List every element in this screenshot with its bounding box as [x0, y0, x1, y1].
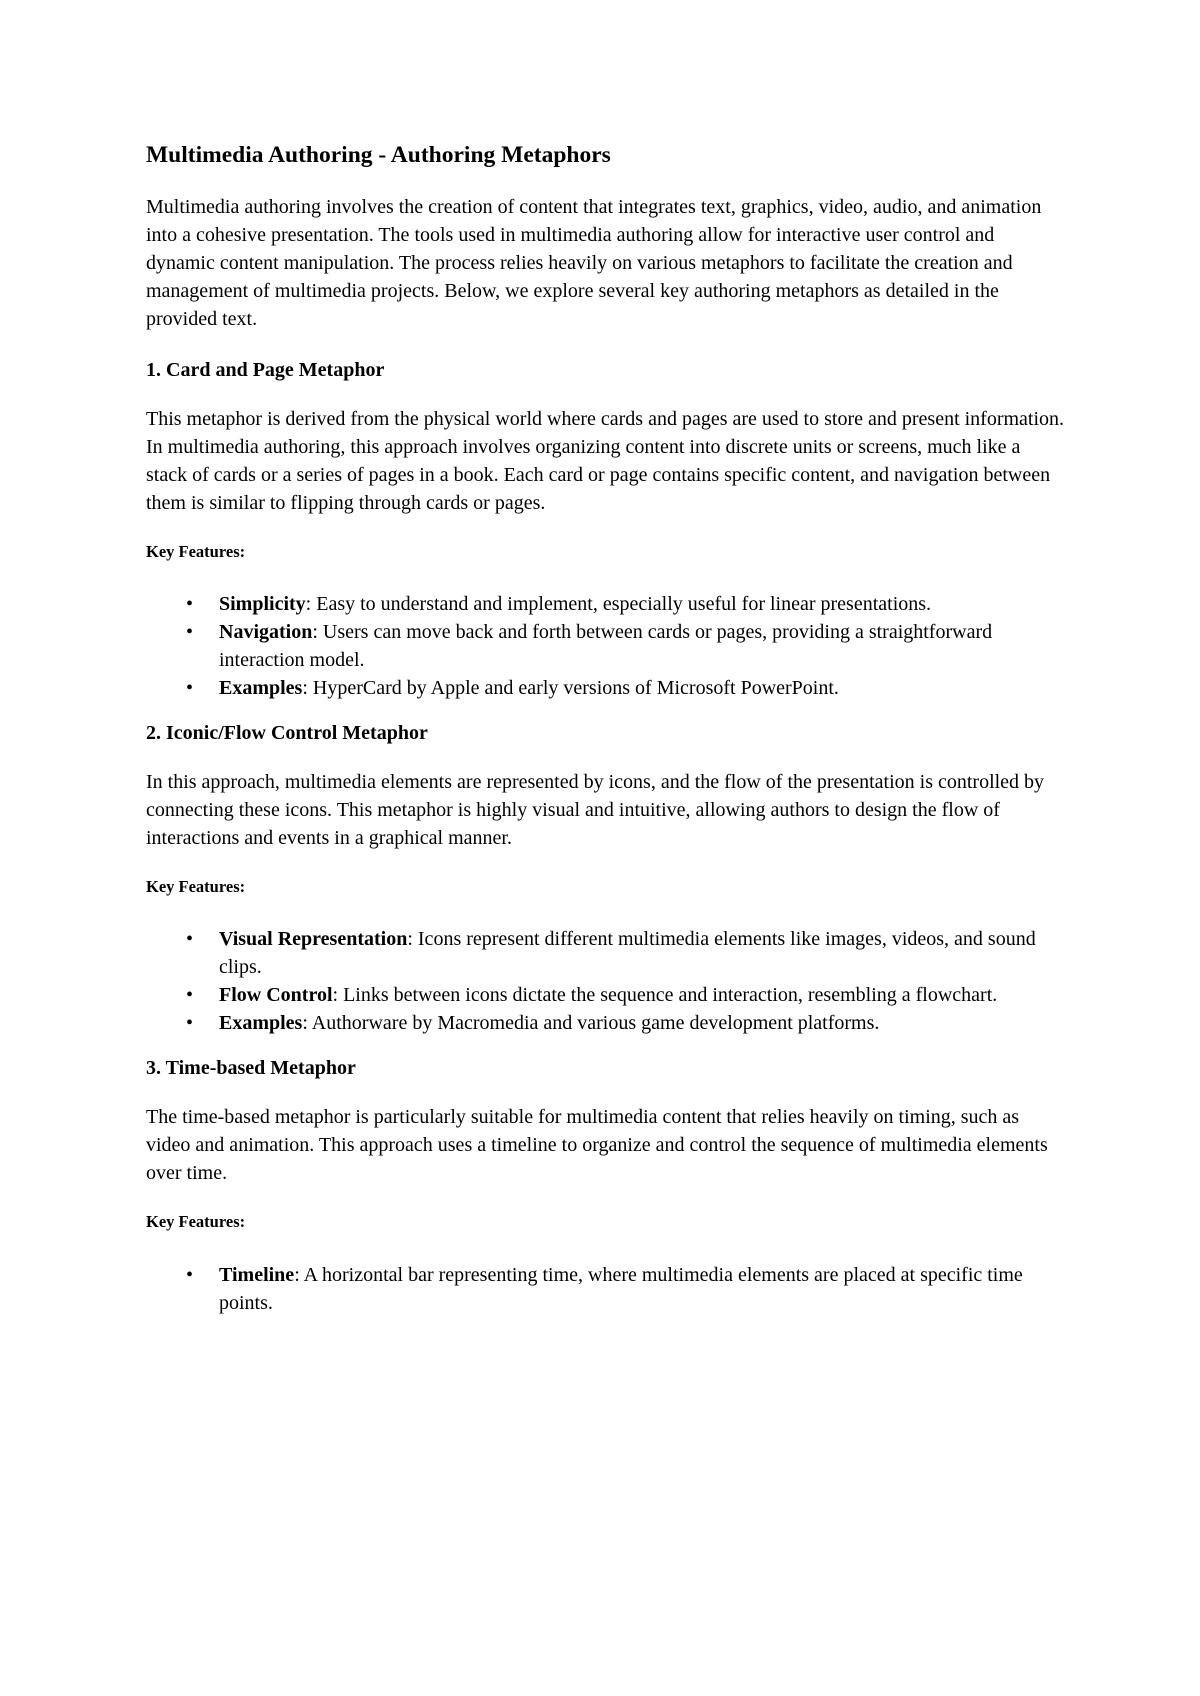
- key-features-label: Key Features:: [146, 876, 246, 896]
- list-item: [146, 1009, 1066, 1037]
- feature-text: : Users can move back and forth between cards or pages, providing a straightforward interaction model.: [219, 620, 993, 671]
- bullet-icon: •: [186, 1263, 194, 1286]
- feature-term: Visual Representation: [219, 928, 408, 951]
- feature-text: : HyperCard by Apple and early versions of Microsoft PowerPoint.: [302, 676, 839, 699]
- feature-list: [146, 590, 1066, 702]
- list-item: [146, 981, 1066, 1009]
- feature-list: [146, 1261, 1066, 1317]
- list-item: [146, 674, 1066, 702]
- section-heading: 2. Iconic/Flow Control Metaphor: [146, 721, 428, 744]
- section-body: This metaphor is derived from the physical world where cards and pages are used to store and present information. In multimedia authoring, this approach involves organizing content into discrete units or screens, much like a stack of cards or a series of pages in a book. Each card or page contains specific content, and navigation between them is similar to flipping through cards or pages.: [146, 407, 1065, 514]
- feature-term: Flow Control: [219, 984, 333, 1007]
- feature-text: : Authorware by Macromedia and various game development platforms.: [302, 1012, 880, 1035]
- feature-text: : Easy to understand and implement, especially useful for linear presentations.: [305, 592, 932, 615]
- feature-text: : Icons represent different multimedia elements like images, videos, and sound clips.: [219, 928, 1036, 979]
- document-page: [146, 140, 1066, 1335]
- key-features-label: Key Features:: [146, 541, 246, 561]
- section-card-page: [146, 357, 1066, 702]
- section-heading: 3. Time-based Metaphor: [146, 1057, 356, 1080]
- bullet-icon: •: [186, 928, 194, 951]
- feature-term: Simplicity: [219, 592, 306, 615]
- section-iconic-flow: [146, 720, 1066, 1037]
- section-heading: 1. Card and Page Metaphor: [146, 358, 385, 381]
- feature-text: : Links between icons dictate the sequence and interaction, resembling a flowchart.: [332, 984, 998, 1007]
- bullet-icon: •: [186, 984, 194, 1007]
- bullet-icon: •: [186, 620, 194, 643]
- feature-text: : A horizontal bar representing time, where multimedia elements are placed at specific time points.: [219, 1263, 1023, 1314]
- key-features-label: Key Features:: [146, 1212, 246, 1232]
- feature-term: Timeline: [219, 1263, 295, 1286]
- feature-term: Examples: [219, 1012, 303, 1035]
- list-item: [146, 1261, 1066, 1317]
- bullet-icon: •: [186, 676, 194, 699]
- feature-term: Examples: [219, 676, 303, 699]
- section-body: The time-based metaphor is particularly suitable for multimedia content that relies heavily on timing, such as video and animation. This approach uses a timeline to organize and control the sequence of multimedia elements over time.: [146, 1106, 1048, 1185]
- feature-list: [146, 925, 1066, 1037]
- list-item: [146, 590, 1066, 618]
- list-item: [146, 925, 1066, 981]
- section-body: In this approach, multimedia elements are represented by icons, and the flow of the presentation is controlled by connecting these icons. This metaphor is highly visual and intuitive, allowing authors to design the flow of interactions and events in a graphical manner.: [146, 770, 1045, 849]
- list-item: [146, 618, 1066, 674]
- document-title: Multimedia Authoring - Authoring Metaphors: [146, 142, 611, 168]
- bullet-icon: •: [186, 1012, 194, 1035]
- bullet-icon: •: [186, 592, 194, 615]
- intro-paragraph: Multimedia authoring involves the creation of content that integrates text, graphics, video, audio, and animation into a cohesive presentation. The tools used in multimedia authoring allow for interactive user control and dynamic content manipulation. The process relies heavily on various metaphors to facilitate the creation and management of multimedia projects. Below, we explore several key authoring metaphors as detailed in the provided text.: [146, 195, 1042, 330]
- section-time-based: [146, 1055, 1066, 1316]
- feature-term: Navigation: [219, 620, 313, 643]
